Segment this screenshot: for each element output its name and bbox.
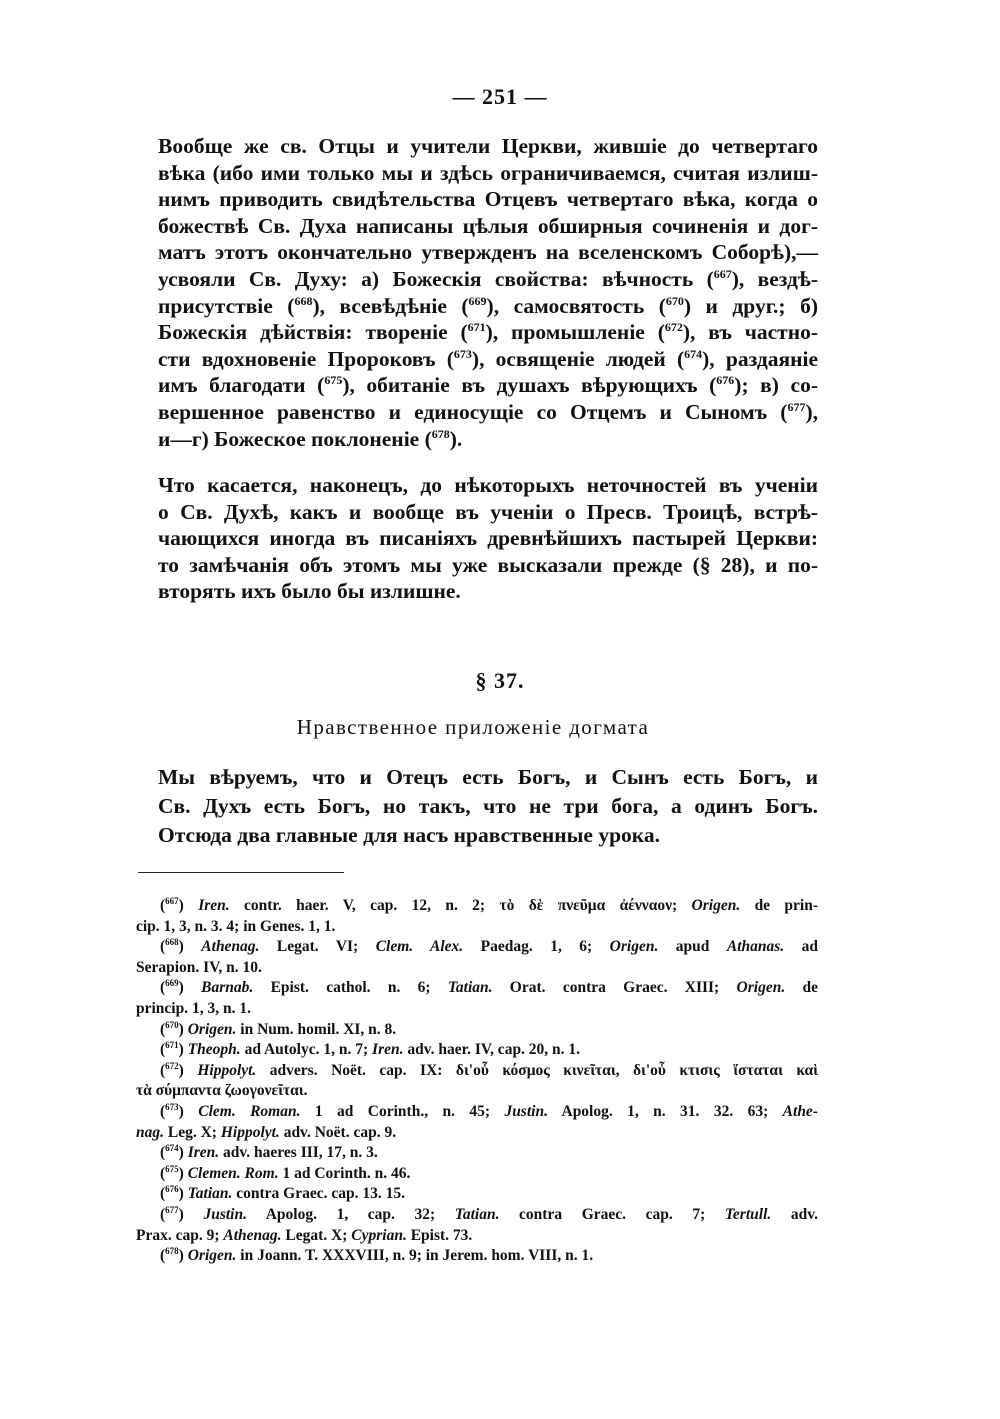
text-line: Св. Духъ есть Богъ, но такъ, что не три бога, а одинъ Богъ.: [158, 794, 818, 818]
footnote-ref: 677: [787, 399, 806, 414]
text-line: Божескія дѣйствія: твореніе ($^{671}$), промышленіе ($^{672}$), въ частно-: [158, 320, 819, 345]
footnote-ref: 668: [294, 293, 313, 308]
footnote-ref: 678: [431, 426, 450, 441]
footnote-ref: 674: [684, 346, 703, 361]
footnote-ref: 675: [324, 373, 343, 388]
text-line: и—г) Божеское поклоненіе ($^{678}$).: [158, 426, 463, 451]
section-title: Нравственное приложеніе догмата: [296, 715, 650, 739]
footnote-674: ($^{674}$) Iren. adv. haeres III, 17, n. 3.: [160, 1143, 378, 1162]
footnote-ref: 670: [665, 293, 684, 308]
text-line: Мы вѣруемъ, что и Отецъ есть Богъ, и Сынъ есть Богъ, и: [158, 765, 818, 789]
text-line: вторять ихъ было бы излишне.: [158, 579, 461, 604]
footnote-ref: 673: [453, 346, 472, 361]
paragraph-holy-spirit-attributes: [136, 133, 818, 452]
paragraph-moral-application: [136, 763, 818, 850]
footnote-672: ($^{672}$) Hippolyt. advers. Noët. cap. IX: δι'οὗ κόσμος κινεῖται, δι'οὗ κτισις ἵσταται καὶ τὰ σύμπαντα ζωογονεῖται.: [136, 1060, 818, 1100]
footnote-ref: 669: [468, 293, 487, 308]
footnote-ref: 676: [716, 373, 735, 388]
footnote-668: ($^{668}$) Athenag. Legat. VI; Clem. Alex. Paedag. 1, 6; Origen. apud Athanas. ad Serapion. IV, n. 10.: [136, 937, 818, 976]
footnote-divider: [138, 872, 344, 873]
text-line: Отсюда два главные для насъ нравственные урока.: [158, 823, 660, 847]
text-line: усвояли Св. Духу: а) Божескія свойства: вѣчность ($^{667}$), вездѣ-: [158, 266, 818, 291]
footnote-ref: 667: [713, 266, 732, 281]
footnotes: [136, 896, 818, 1267]
text-line: вѣка (ибо ими только мы и здѣсь ограничиваемся, считая излиш-: [158, 160, 818, 185]
section-number: § 37.: [475, 668, 525, 693]
text-line: чающихся иногда въ писаніяхъ древнѣйшихъ пастырей Церкви:: [158, 526, 818, 551]
text-line: имъ благодати ($^{675}$), обитаніе въ душахъ вѣрующихъ ($^{676}$); в) со-: [158, 373, 818, 398]
footnote-669: ($^{669}$) Barnab. Epist. cathol. n. 6; Tatian. Orat. contra Graec. XIII; Origen. de princip. 1, 3, n. 1.: [136, 978, 818, 1017]
footnote-ref: 671: [467, 320, 486, 335]
footnote-678: ($^{678}$) Origen. in Joann. T. XXXVIII, n. 9; in Jerem. hom. VIII, n. 1.: [160, 1246, 594, 1265]
footnote-675: ($^{675}$) Clemen. Rom. 1 ad Corinth. n. 46.: [160, 1163, 411, 1182]
footnote-673: ($^{673}$) Clem. Roman. 1 ad Corinth., n. 45; Justin. Apolog. 1, n. 31. 32. 63; Athe- nag. Leg. X; Hippolyt. adv. Noët. cap. 9.: [136, 1101, 818, 1141]
paragraph-inaccuracies: [136, 472, 818, 605]
text-line: о Св. Духѣ, какъ и вообще въ ученіи о Пресв. Троицѣ, встрѣ-: [158, 499, 818, 524]
text-line: вершенное равенство и единосущіе со Отцемъ и Сыномъ ($^{677}$),: [158, 399, 818, 424]
text-line: Вообще же св. Отцы и учители Церкви, жившіе до четвертаго: [158, 134, 818, 158]
text-line: то замѣчанія объ этомъ мы уже высказали прежде (§ 28), и по-: [158, 552, 818, 577]
text-line: сти вдохновеніе Пророковъ ($^{673}$), освященіе людей ($^{674}$), раздаяніе: [158, 346, 818, 371]
text-line: матъ этотъ окончательно утвержденъ на вселенскомъ Соборѣ),—: [158, 240, 818, 265]
footnote-671: ($^{671}$) Theoph. ad Autolyc. 1, n. 7; Iren. adv. haer. IV, cap. 20, n. 1.: [160, 1040, 581, 1059]
page-number: — 251 —: [452, 84, 548, 109]
footnote-677: ($^{677}$) Justin. Apolog. 1, cap. 32; Tatian. contra Graec. cap. 7; Tertull. adv. Prax. cap. 9; Athenag. Legat. X; Cyprian. Epist. 73.: [136, 1204, 818, 1244]
footnote-ref: 672: [664, 320, 683, 335]
footnote-670: ($^{670}$) Origen. in Num. homil. XI, n. 8.: [160, 1019, 397, 1038]
footnote-667: ($^{667}$) Iren. contr. haer. V, cap. 12, n. 2; τὸ δὲ πνεῦμα ἀένναον; Origen. de prin- cip. 1, 3, n. 3. 4; in Genes. 1, 1.: [136, 896, 819, 935]
text-line: нимъ приводить свидѣтельства Отцевъ четвертаго вѣка, когда о: [158, 187, 818, 212]
text-line: божествѣ Св. Духа написаны цѣлыя обширныя сочиненія и дог-: [158, 213, 818, 238]
footnote-676: ($^{676}$) Tatian. contra Graec. cap. 13. 15.: [160, 1184, 405, 1203]
text-line: присутствіе ($^{668}$), всевѣдѣніе ($^{669}$), самосвятость ($^{670}$) и друг.; б): [158, 293, 818, 318]
text-line: Что касается, наконецъ, до нѣкоторыхъ неточностей въ ученіи: [158, 473, 818, 497]
